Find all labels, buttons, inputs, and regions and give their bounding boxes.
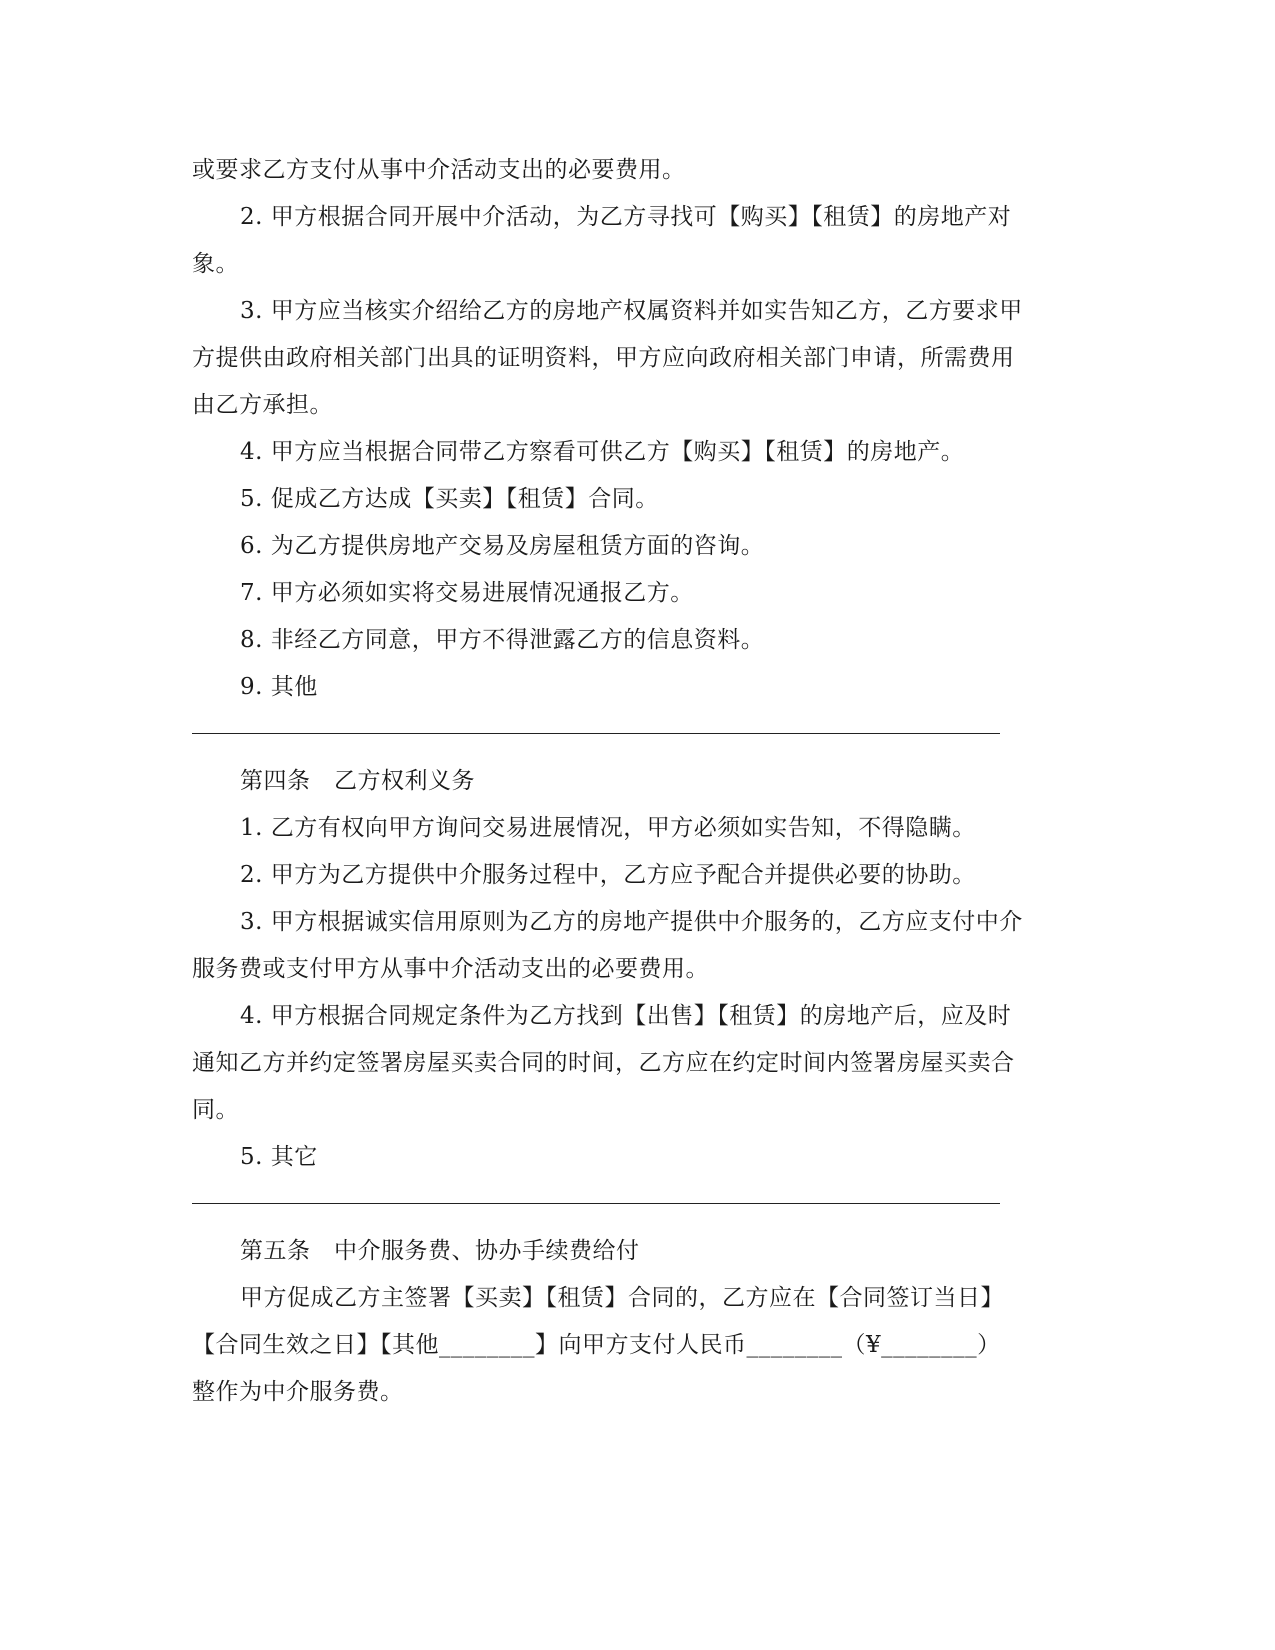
article-5-heading: 第五条 中介服务费、协办手续费给付 [240, 1238, 640, 1264]
clause-8-line: 8. 非经乙方同意，甲方不得泄露乙方的信息资料。 [240, 627, 765, 653]
paragraph-line: 方提供由政府相关部门出具的证明资料，甲方应向政府相关部门申请，所需费用 [192, 345, 1015, 371]
paragraph-line: 由乙方承担。 [192, 392, 333, 418]
clause-5-line: 5. 其它 [240, 1144, 318, 1170]
clause-2-line: 2. 甲方根据合同开展中介活动，为乙方寻找可【购买】【租赁】的房地产对 [240, 204, 1012, 230]
fill-in-blank-line [192, 733, 1000, 734]
clause-7-line: 7. 甲方必须如实将交易进展情况通报乙方。 [240, 580, 694, 606]
paragraph-line: 象。 [192, 251, 239, 277]
paragraph-line: 通知乙方并约定签署房屋买卖合同的时间，乙方应在约定时间内签署房屋买卖合 [192, 1050, 1015, 1076]
paragraph-line: 或要求乙方支付从事中介活动支出的必要费用。 [192, 157, 686, 183]
clause-3-line: 3. 甲方应当核实介绍给乙方的房地产权属资料并如实告知乙方，乙方要求甲 [240, 298, 1023, 324]
paragraph-line: 同。 [192, 1097, 239, 1123]
clause-2-line: 2. 甲方为乙方提供中介服务过程中，乙方应予配合并提供必要的协助。 [240, 862, 976, 888]
clause-9-line: 9. 其他 [240, 674, 318, 700]
paragraph-line: 整作为中介服务费。 [192, 1379, 404, 1405]
clause-4-line: 4. 甲方应当根据合同带乙方察看可供乙方【购买】【租赁】的房地产。 [240, 439, 965, 465]
clause-4-line: 4. 甲方根据合同规定条件为乙方找到【出售】【租赁】的房地产后，应及时 [240, 1003, 1012, 1029]
article-4-heading: 第四条 乙方权利义务 [240, 768, 475, 794]
clause-3-line: 3. 甲方根据诚实信用原则为乙方的房地产提供中介服务的，乙方应支付中介 [240, 909, 1023, 935]
paragraph-line: 【合同生效之日】【其他________】向甲方支付人民币________（¥________） [192, 1332, 1001, 1358]
clause-5-line: 5. 促成乙方达成【买卖】【租赁】合同。 [240, 486, 659, 512]
paragraph-line: 甲方促成乙方主签署【买卖】【租赁】合同的，乙方应在【合同签订当日】 [240, 1285, 1004, 1311]
clause-1-line: 1. 乙方有权向甲方询问交易进展情况，甲方必须如实告知，不得隐瞒。 [240, 815, 976, 841]
clause-6-line: 6. 为乙方提供房地产交易及房屋租赁方面的咨询。 [240, 533, 765, 559]
fill-in-blank-line [192, 1203, 1000, 1204]
paragraph-line: 服务费或支付甲方从事中介活动支出的必要费用。 [192, 956, 709, 982]
